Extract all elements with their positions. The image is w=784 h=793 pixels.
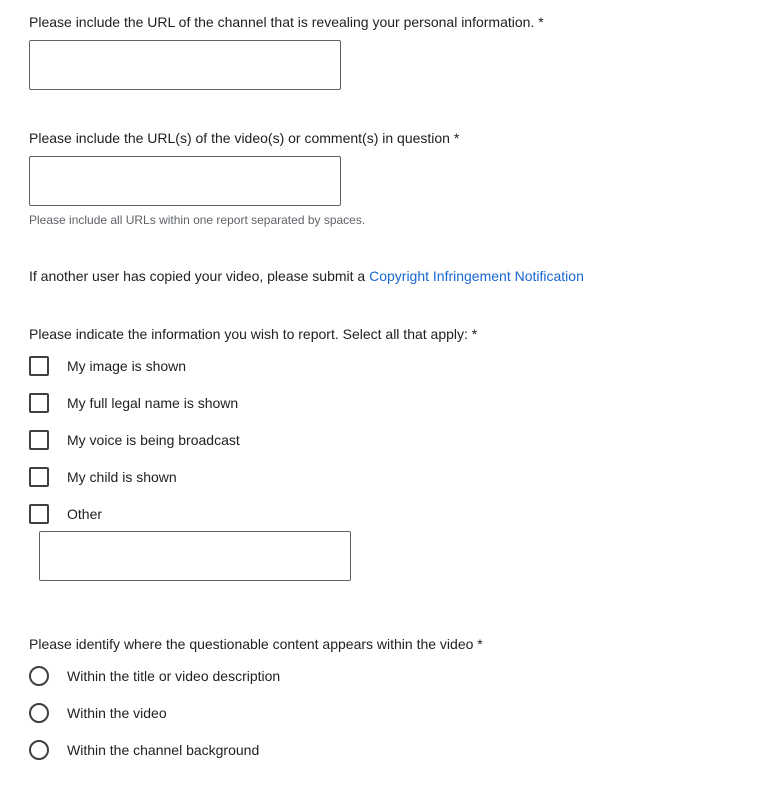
checkbox-option-image[interactable] — [29, 356, 186, 376]
checkbox-label: My image is shown — [67, 358, 187, 374]
checkbox-image-shown[interactable] — [29, 356, 49, 376]
copyright-notice — [29, 267, 584, 285]
copyright-notice-text: If another user has copied your video, please submit a — [29, 268, 370, 284]
radio-option-channel-background[interactable] — [29, 740, 259, 760]
video-urls-hint: Please include all URLs within one report separated by spaces. — [29, 213, 366, 227]
checkbox-option-legal-name[interactable] — [29, 393, 238, 413]
checkbox-legal-name-shown[interactable] — [29, 393, 49, 413]
radio-within-video[interactable] — [29, 703, 49, 723]
info-report-label: Please indicate the information you wish to report. Select all that apply: * — [29, 326, 478, 342]
radio-channel-background[interactable] — [29, 740, 49, 760]
checkbox-option-other[interactable] — [29, 504, 102, 524]
checkbox-option-voice[interactable] — [29, 430, 240, 450]
video-urls-label: Please include the URL(s) of the video(s) or comment(s) in question * — [29, 130, 460, 146]
checkbox-option-child[interactable] — [29, 467, 177, 487]
other-details-input[interactable] — [39, 531, 351, 581]
copyright-infringement-link[interactable]: Copyright Infringement Notification — [369, 268, 584, 284]
radio-label: Within the channel background — [67, 742, 260, 758]
radio-title-description[interactable] — [29, 666, 49, 686]
checkbox-label: My full legal name is shown — [67, 395, 239, 411]
radio-option-title-description[interactable] — [29, 666, 280, 686]
checkbox-label: Other — [67, 506, 103, 522]
radio-label: Within the video — [67, 705, 167, 721]
radio-label: Within the title or video description — [67, 668, 281, 684]
checkbox-child-shown[interactable] — [29, 467, 49, 487]
checkbox-other[interactable] — [29, 504, 49, 524]
location-label: Please identify where the questionable content appears within the video * — [29, 636, 483, 652]
channel-url-label: Please include the URL of the channel that is revealing your personal information. * — [29, 14, 544, 30]
checkbox-voice-broadcast[interactable] — [29, 430, 49, 450]
checkbox-label: My child is shown — [67, 469, 177, 485]
checkbox-label: My voice is being broadcast — [67, 432, 240, 448]
channel-url-input[interactable] — [29, 40, 341, 90]
radio-option-video[interactable] — [29, 703, 167, 723]
video-urls-input[interactable] — [29, 156, 341, 206]
